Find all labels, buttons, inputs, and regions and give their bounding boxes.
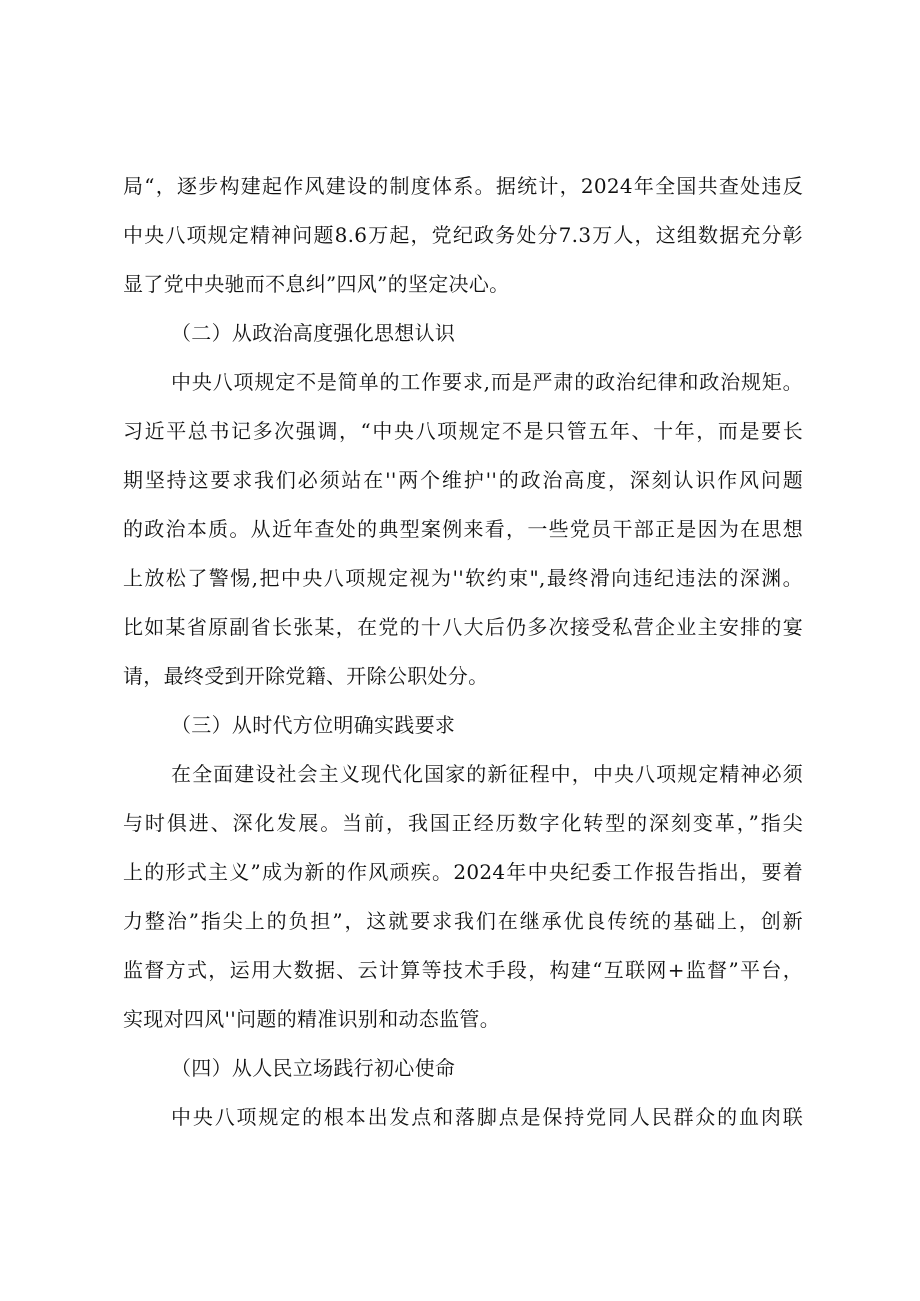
paragraph-statistics <box>123 162 803 309</box>
text-line: 请，最终受到开除党籍、开除公职处分。 <box>123 664 489 688</box>
text-line: 显了党中央驰而不息纠”四风”的坚定决心。 <box>123 272 510 296</box>
paragraph-mission <box>123 1093 803 1142</box>
document-body <box>123 162 803 1142</box>
text-line: 中央八项规定的根本出发点和落脚点是保持党同人民群众的血肉联 <box>171 1105 803 1129</box>
heading-line: （三）从时代方位明确实践要求 <box>171 713 456 737</box>
text-line: 力整治”指尖上的负担”，这就要求我们在继承优良传统的基础上，创新 <box>123 909 803 933</box>
text-line: 中央八项规定不是简单的工作要求,而是严肃的政治纪律和政治规矩。 <box>171 370 803 394</box>
text-line: 局“，逐步构建起作风建设的制度体系。据统计，2024年全国共查处违反 <box>123 174 803 198</box>
section-heading-era-requirements <box>123 701 803 750</box>
text-line: 在全面建设社会主义现代化国家的新征程中，中央八项规定精神必须 <box>171 762 803 786</box>
heading-line: （二）从政治高度强化思想认识 <box>171 321 456 345</box>
paragraph-digital-transformation <box>123 750 803 1044</box>
section-heading-political-height <box>123 309 803 358</box>
text-line: 中央八项规定精神问题8.6万起，党纪政务处分7.3万人，这组数据充分彰 <box>123 223 803 247</box>
text-line: 比如某省原副省长张某，在党的十八大后仍多次接受私营企业主安排的宴 <box>123 615 803 639</box>
paragraph-political-discipline <box>123 358 803 701</box>
text-line: 监督方式，运用大数据、云计算等技术手段，构建“互联网+监督”平台， <box>123 958 803 982</box>
text-line: 实现对四风''问题的精准识别和动态监管。 <box>123 1007 500 1031</box>
text-line: 习近平总书记多次强调，“中央八项规定不是只管五年、十年，而是要长 <box>123 419 803 443</box>
text-line: 上放松了警惕,把中央八项规定视为''软约束",最终滑向违纪违法的深渊。 <box>123 566 803 590</box>
text-line: 与时俱进、深化发展。当前，我国正经历数字化转型的深刻变革，”指尖 <box>123 811 803 835</box>
section-heading-people-stance <box>123 1044 803 1093</box>
text-line: 期坚持这要求我们必须站在''两个维护''的政治高度，深刻认识作风问题 <box>123 468 803 492</box>
text-line: 上的形式主义”成为新的作风顽疾。2024年中央纪委工作报告指出，要着 <box>123 860 803 884</box>
heading-line: （四）从人民立场践行初心使命 <box>171 1056 456 1080</box>
text-line: 的政治本质。从近年查处的典型案例来看，一些党员干部正是因为在思想 <box>123 517 803 541</box>
